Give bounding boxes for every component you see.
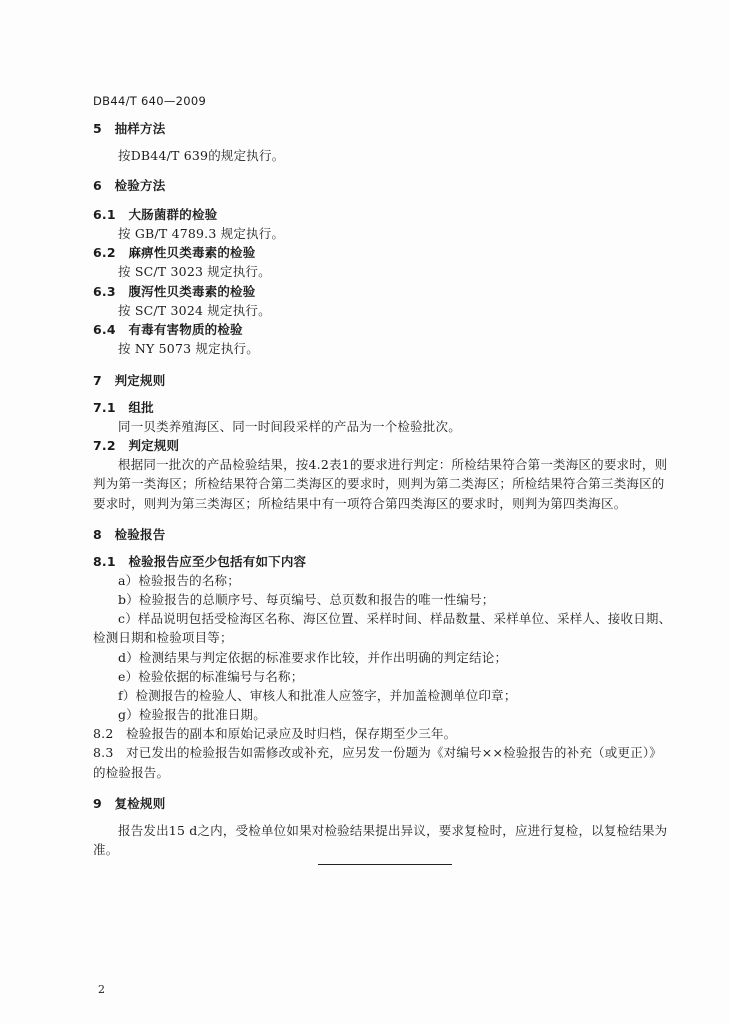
section-8-1-item-e: e）检验依据的标准编号与名称； [118, 669, 304, 684]
section-8-1-item-b: b）检验报告的总顺序号、每页编号、总页数和报告的唯一性编号； [118, 592, 495, 607]
section-8-1-item-d: d）检测结果与判定依据的标准要求作比较，并作出明确的判定结论； [118, 650, 508, 665]
section-8-1-item-f: f）检测报告的检验人、审核人和批准人应签字，并加盖检测单位印章； [118, 688, 517, 703]
section-9-line-2: 准。 [93, 842, 119, 857]
section-8-3-line-1: 8.3 对已发出的检验报告如需修改或补充，应另发一份题为《对编号××检验报告的补充（或更正）》 [93, 745, 662, 760]
section-6-4-text: 按 NY 5073 规定执行。 [118, 341, 259, 356]
section-6-2-text: 按 SC/T 3023 规定执行。 [118, 264, 271, 279]
section-5-text: 按DB44/T 639的规定执行。 [118, 148, 285, 163]
end-of-document-rule [318, 864, 452, 865]
section-8-3-line-2: 的检验报告。 [93, 765, 170, 780]
section-9-heading: 9 复检规则 [93, 796, 166, 811]
section-8-1-item-a: a）检验报告的名称； [118, 573, 240, 588]
section-8-1-item-c-line-1: c）样品说明包括受检海区名称、海区位置、采样时间、样品数量、采样单位、采样人、接收日期、 [118, 611, 672, 626]
section-6-1-heading: 6.1 大肠菌群的检验 [93, 207, 218, 222]
section-7-1-heading: 7.1 组批 [93, 400, 154, 415]
section-6-3-heading: 6.3 腹泻性贝类毒素的检验 [93, 284, 256, 299]
section-8-heading: 8 检验报告 [93, 527, 166, 542]
section-7-heading: 7 判定规则 [93, 373, 166, 388]
section-7-2-line-1: 根据同一批次的产品检验结果，按4.2表1的要求进行判定：所检结果符合第一类海区的要求时，则 [118, 457, 668, 472]
doc-code-header: DB44/T 640—2009 [93, 94, 207, 108]
section-8-1-item-c-line-2: 检测日期和检验项目等； [93, 630, 233, 645]
section-7-2-line-2: 判为第一类海区；所检结果符合第二类海区的要求时，则判为第二类海区；所检结果符合第三类海区的 [93, 476, 665, 491]
section-6-1-text: 按 GB/T 4789.3 规定执行。 [118, 226, 285, 241]
section-5-heading: 5 抽样方法 [93, 121, 166, 136]
section-7-2-line-3: 要求时，则判为第三类海区；所检结果中有一项符合第四类海区的要求时，则判为第四类海区。 [93, 496, 627, 511]
section-6-heading: 6 检验方法 [93, 178, 166, 193]
section-8-1-item-g: g）检验报告的批准日期。 [118, 707, 266, 722]
section-8-2: 8.2 检验报告的副本和原始记录应及时归档，保存期至少三年。 [93, 726, 457, 741]
section-7-2-heading: 7.2 判定规则 [93, 438, 180, 453]
section-7-1-text: 同一贝类养殖海区、同一时间段采样的产品为一个检验批次。 [118, 419, 461, 434]
section-6-2-heading: 6.2 麻痹性贝类毒素的检验 [93, 245, 256, 260]
section-8-1-heading: 8.1 检验报告应至少包括有如下内容 [93, 554, 307, 569]
section-6-4-heading: 6.4 有毒有害物质的检验 [93, 322, 243, 337]
section-6-3-text: 按 SC/T 3024 规定执行。 [118, 303, 271, 318]
page-number: 2 [98, 983, 106, 996]
section-9-line-1: 报告发出15 d之内，受检单位如果对检验结果提出异议，要求复检时，应进行复检，以复检结果为 [118, 823, 668, 838]
